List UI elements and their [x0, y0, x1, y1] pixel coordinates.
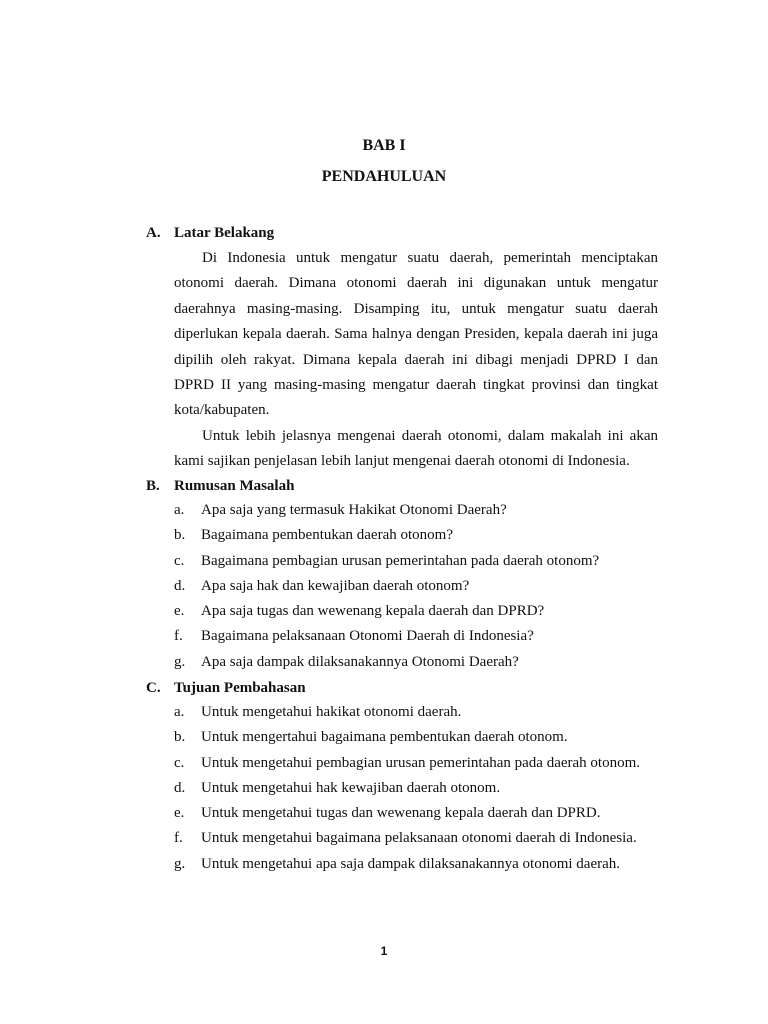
chapter-label: BAB I — [362, 137, 406, 154]
list-item: c. Untuk mengetahui pembagian urusan pemerintahan pada daerah otonom. — [174, 754, 641, 771]
list-item: f. Bagaimana pelaksanaan Otonomi Daerah di Indonesia? — [174, 628, 534, 645]
section-a-letter: A. — [146, 225, 161, 241]
section-a-body — [174, 246, 658, 475]
list-item: e. Untuk mengetahui tugas dan wewenang kepala daerah dan DPRD. — [174, 805, 601, 822]
page-number: 1 — [380, 944, 388, 958]
background-paragraph-2: Untuk lebih jelasnya mengenai daerah otonomi, dalam makalah ini akan kami sajikan penjelasan lebih lanjut mengenai daerah otonomi di Indonesia. — [174, 427, 658, 470]
section-b-title: Rumusan Masalah — [174, 478, 295, 494]
list-item: e. Apa saja tugas dan wewenang kepala daerah dan DPRD? — [174, 603, 545, 620]
section-b-heading — [146, 478, 294, 495]
section-c-title: Tujuan Pembahasan — [174, 680, 306, 696]
list-item: g. Apa saja dampak dilaksanakannya Otonomi Daerah? — [174, 653, 519, 670]
section-a-title: Latar Belakang — [174, 225, 275, 241]
section-a-heading — [146, 225, 274, 242]
list-item: a. Apa saja yang termasuk Hakikat Otonomi Daerah? — [174, 502, 507, 518]
section-c-letter: C. — [146, 680, 161, 696]
section-b-letter: B. — [146, 478, 160, 494]
list-item: f. Untuk mengetahui bagaimana pelaksanaan otonomi daerah di Indonesia. — [174, 830, 637, 847]
list-item: d. Apa saja hak dan kewajiban daerah otonom? — [174, 577, 470, 594]
background-paragraph-1: Di Indonesia untuk mengatur suatu daerah, pemerintah menciptakan otonomi daerah. Dimana otonomi daerah ini digunakan untuk mengatur daerahnya masing-masing. Disamping itu, untuk mengatur suatu daerah diperlukan kepala daerah. Sama halnya dengan Presiden, kepala daerah ini juga dipilih oleh rakyat. Dimana kepala daerah ini dibagi menjadi DPRD I dan DPRD II yang masing-masing mengatur daerah tingkat provinsi dan tingkat kota/kabupaten. — [174, 250, 658, 419]
list-item: a. Untuk mengetahui hakikat otonomi daerah. — [174, 704, 462, 720]
objective-list — [174, 700, 640, 877]
chapter-title: PENDAHULUAN — [321, 168, 447, 185]
list-item: b. Untuk mengertahui bagaimana pembentukan daerah otonom. — [174, 729, 568, 746]
list-item: b. Bagaimana pembentukan daerah otonom? — [174, 527, 453, 544]
problem-list — [174, 498, 599, 675]
section-c-heading — [146, 680, 306, 697]
list-item: d. Untuk mengetahui hak kewajiban daerah otonom. — [174, 779, 501, 796]
list-item: c. Bagaimana pembagian urusan pemerintahan pada daerah otonom? — [174, 552, 600, 569]
list-item: g. Untuk mengetahui apa saja dampak dilaksanakannya otonomi daerah. — [174, 855, 621, 872]
